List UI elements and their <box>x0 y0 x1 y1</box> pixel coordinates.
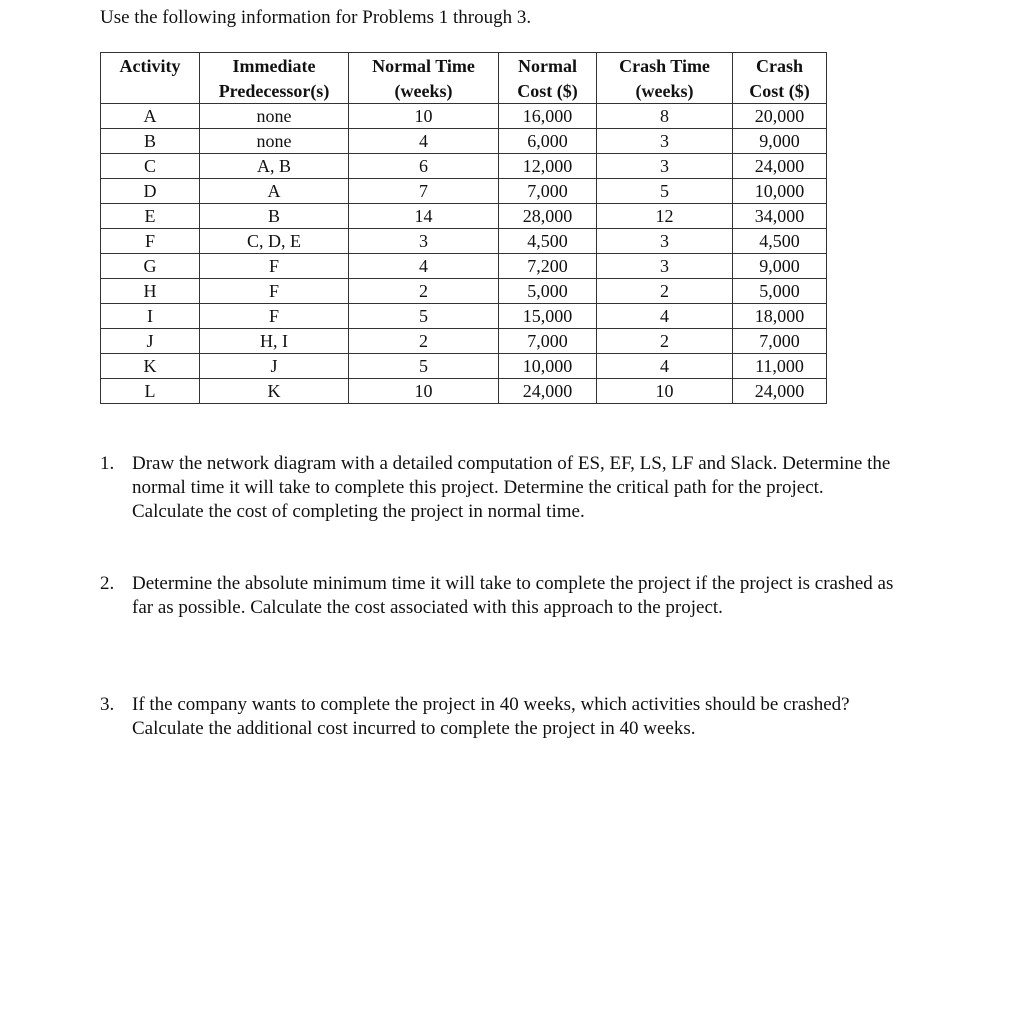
problem-2-text: Determine the absolute minimum time it will take to complete the project if the project is crashed as far as possible. Calculate the cost associated with this approach to the project. <box>132 573 894 618</box>
cell-predecessors: none <box>200 129 349 154</box>
cell-crash-cost: 24,000 <box>733 379 827 404</box>
cell-crash-time: 12 <box>597 204 733 229</box>
cell-normal-time: 2 <box>349 329 499 354</box>
cell-normal-cost: 16,000 <box>499 104 597 129</box>
table-row <box>101 304 827 329</box>
cell-crash-time: 3 <box>597 229 733 254</box>
cell-crash-cost: 9,000 <box>733 254 827 279</box>
cell-crash-time: 10 <box>597 379 733 404</box>
header-activity-line2 <box>101 78 200 104</box>
cell-predecessors: A, B <box>200 154 349 179</box>
problem-3-number: 3. <box>100 694 115 715</box>
cell-crash-cost: 7,000 <box>733 329 827 354</box>
cell-crash-time: 3 <box>597 154 733 179</box>
cell-normal-time: 4 <box>349 129 499 154</box>
cell-activity: D <box>101 179 200 204</box>
cell-activity: K <box>101 354 200 379</box>
table-row <box>101 154 827 179</box>
cell-normal-time: 4 <box>349 254 499 279</box>
problem-1-text: Draw the network diagram with a detailed computation of ES, EF, LS, LF and Slack. Determine the normal time it will take to complete this project. Determine the critical path for the project. Calculate the cost of completing the project in normal time. <box>132 453 891 522</box>
header-normal-time-line2: (weeks) <box>349 78 499 104</box>
cell-activity: F <box>101 229 200 254</box>
cell-crash-time: 4 <box>597 304 733 329</box>
cell-normal-time: 5 <box>349 304 499 329</box>
cell-normal-time: 3 <box>349 229 499 254</box>
cell-predecessors: K <box>200 379 349 404</box>
table-row <box>101 229 827 254</box>
header-crash-cost: Crash <box>733 53 827 79</box>
table-row <box>101 129 827 154</box>
cell-activity: B <box>101 129 200 154</box>
header-crash-time: Crash Time <box>597 53 733 79</box>
problem-2-number: 2. <box>100 573 115 594</box>
cell-activity: A <box>101 104 200 129</box>
table-row <box>101 279 827 304</box>
cell-predecessors: H, I <box>200 329 349 354</box>
cell-normal-time: 6 <box>349 154 499 179</box>
cell-activity: C <box>101 154 200 179</box>
header-activity: Activity <box>101 53 200 79</box>
cell-activity: L <box>101 379 200 404</box>
cell-predecessors: F <box>200 304 349 329</box>
cell-normal-cost: 4,500 <box>499 229 597 254</box>
problem-1-number: 1. <box>100 453 115 474</box>
cell-normal-cost: 10,000 <box>499 354 597 379</box>
cell-crash-cost: 24,000 <box>733 154 827 179</box>
cell-predecessors: B <box>200 204 349 229</box>
cell-crash-time: 2 <box>597 279 733 304</box>
cell-normal-cost: 28,000 <box>499 204 597 229</box>
header-crash-time-line2: (weeks) <box>597 78 733 104</box>
cell-crash-cost: 20,000 <box>733 104 827 129</box>
cell-normal-cost: 5,000 <box>499 279 597 304</box>
cell-predecessors: C, D, E <box>200 229 349 254</box>
cell-normal-cost: 24,000 <box>499 379 597 404</box>
cell-normal-time: 7 <box>349 179 499 204</box>
table-row <box>101 329 827 354</box>
cell-crash-time: 5 <box>597 179 733 204</box>
cell-activity: H <box>101 279 200 304</box>
cell-crash-time: 3 <box>597 254 733 279</box>
table-row <box>101 354 827 379</box>
cell-predecessors: A <box>200 179 349 204</box>
cell-normal-time: 10 <box>349 104 499 129</box>
header-crash-cost-line2: Cost ($) <box>733 78 827 104</box>
table-header <box>101 53 827 104</box>
table-row <box>101 179 827 204</box>
cell-crash-time: 2 <box>597 329 733 354</box>
table-row <box>101 104 827 129</box>
header-normal-time: Normal Time <box>349 53 499 79</box>
cell-normal-cost: 7,000 <box>499 179 597 204</box>
header-predecessors: Immediate <box>200 53 349 79</box>
cell-predecessors: J <box>200 354 349 379</box>
table-row <box>101 254 827 279</box>
cell-crash-cost: 10,000 <box>733 179 827 204</box>
cell-crash-time: 3 <box>597 129 733 154</box>
cell-crash-time: 4 <box>597 354 733 379</box>
table-row <box>101 204 827 229</box>
cell-normal-cost: 7,000 <box>499 329 597 354</box>
problem-3-text: If the company wants to complete the project in 40 weeks, which activities should be crashed? Calculate the additional cost incurred to complete the project in 40 weeks. <box>132 694 850 739</box>
cell-activity: G <box>101 254 200 279</box>
activity-table <box>100 52 827 404</box>
cell-normal-time: 5 <box>349 354 499 379</box>
cell-crash-cost: 5,000 <box>733 279 827 304</box>
cell-predecessors: none <box>200 104 349 129</box>
cell-normal-cost: 6,000 <box>499 129 597 154</box>
cell-normal-cost: 15,000 <box>499 304 597 329</box>
cell-crash-cost: 11,000 <box>733 354 827 379</box>
cell-normal-cost: 7,200 <box>499 254 597 279</box>
cell-normal-time: 2 <box>349 279 499 304</box>
cell-normal-time: 10 <box>349 379 499 404</box>
cell-crash-cost: 34,000 <box>733 204 827 229</box>
cell-crash-time: 8 <box>597 104 733 129</box>
cell-activity: J <box>101 329 200 354</box>
cell-activity: I <box>101 304 200 329</box>
table-row <box>101 379 827 404</box>
header-predecessors-line2: Predecessor(s) <box>200 78 349 104</box>
table-body <box>101 104 827 404</box>
cell-crash-cost: 4,500 <box>733 229 827 254</box>
header-normal-cost-line2: Cost ($) <box>499 78 597 104</box>
cell-predecessors: F <box>200 254 349 279</box>
cell-predecessors: F <box>200 279 349 304</box>
header-normal-cost: Normal <box>499 53 597 79</box>
cell-crash-cost: 18,000 <box>733 304 827 329</box>
cell-normal-time: 14 <box>349 204 499 229</box>
cell-activity: E <box>101 204 200 229</box>
cell-normal-cost: 12,000 <box>499 154 597 179</box>
intro-text: Use the following information for Problems 1 through 3. <box>100 7 532 28</box>
cell-crash-cost: 9,000 <box>733 129 827 154</box>
